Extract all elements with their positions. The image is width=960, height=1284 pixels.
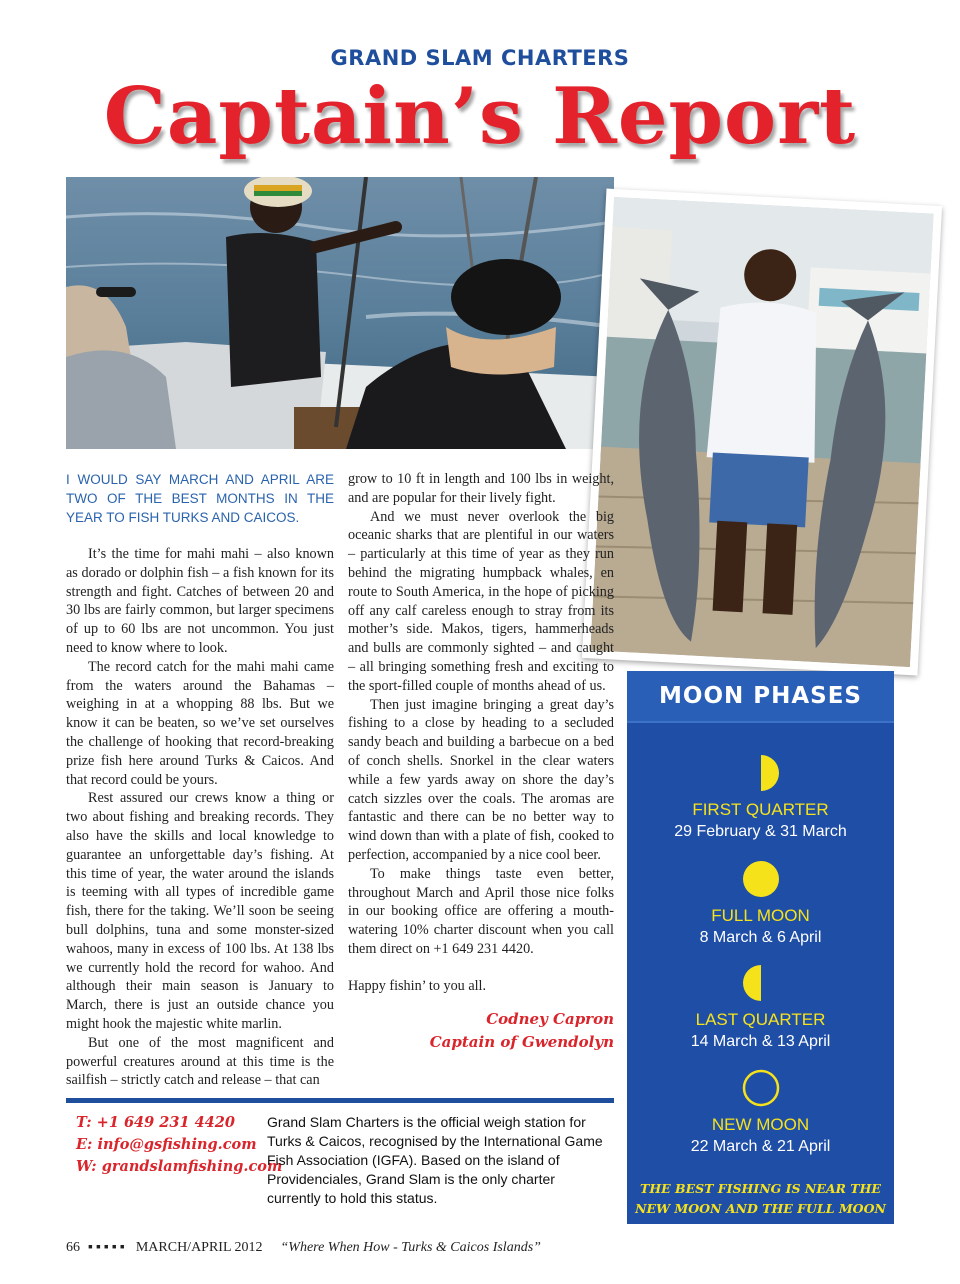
article-paragraph: It’s the time for mahi mahi – also known as dorado or dolphin fish – a fish known for its strength and fight. Catches of between 20 and 30 lbs are fairly common, but larger specimens of up to 60 lbs are not uncommon. You just need to know where to look. [66, 546, 334, 656]
signature-name: Codney Capron [486, 1009, 614, 1028]
moon-fishing-tip [627, 1179, 894, 1219]
signature-title: Captain of Gwendolyn [429, 1032, 614, 1051]
article-paragraph: But one of the most magnificent and powerful creatures around at this time is the sailfish – strictly catch and release – that can [66, 1034, 334, 1089]
moon-phase-name: LAST QUARTER [695, 1010, 826, 1029]
last-quarter-moon-icon [741, 963, 781, 1003]
issue-date: MARCH/APRIL 2012 [135, 1240, 263, 1255]
igfa-note: Grand Slam Charters is the official weigh station for Turks & Caicos, recognised by the International Game Fish Association (IGFA). Based on the island of Providenciales, Grand Slam is the only charter currently to hold this status. [267, 1114, 603, 1206]
moon-phase-first-quarter [627, 753, 894, 843]
moon-phase-last-quarter [627, 963, 894, 1053]
article-lead: I WOULD SAY MARCH AND APRIL ARE TWO OF THE BEST MONTHS IN THE YEAR TO FISH TURKS AND CAICOS. [66, 472, 334, 525]
contact-phone[interactable]: T: +1 649 231 4420 [76, 1114, 235, 1131]
section-divider [66, 1098, 614, 1103]
publisher-kicker: GRAND SLAM CHARTERS [330, 46, 630, 70]
contact-block [76, 1112, 282, 1178]
moon-phases-title: MOON PHASES [627, 671, 894, 721]
footer-dots: ▪▪▪▪▪ [88, 1240, 128, 1255]
moon-phase-name: FIRST QUARTER [692, 800, 829, 819]
contact-website[interactable]: W: grandslamfishing.com [76, 1158, 283, 1175]
moon-phase-dates: 14 March & 13 April [690, 1033, 831, 1050]
tuna-catch-photo [582, 189, 942, 676]
article-paragraph: And we must never overlook the big oceanic sharks that are plentiful in our waters – particularly at this time of year as they run behind the migrating humpback whales, en route to South America, in the hope of picking off any calf careless enough to stray from its mother’s side. Makos, tigers, hammerheads and bulls are commonly sighted – and caught – all bringing something fresh and exciting to the sport-filled couple of months ahead of us. [348, 508, 614, 694]
moon-phase-name: NEW MOON [711, 1115, 810, 1134]
article-closing: Happy fishin’ to you all. [348, 977, 487, 994]
moon-phase-dates: 8 March & 6 April [699, 929, 822, 946]
page-footer [66, 1240, 541, 1256]
article-column-1 [66, 470, 334, 1090]
moon-phase-new-moon [627, 1068, 894, 1158]
article-paragraph: grow to 10 ft in length and 100 lbs in weight, and are popular for their lively fight. [348, 471, 614, 506]
moon-phase-dates: 29 February & 31 March [674, 823, 847, 840]
first-quarter-moon-icon [741, 753, 781, 793]
article-column-2 [348, 470, 614, 1054]
new-moon-icon [741, 1068, 781, 1108]
article-paragraph: Rest assured our crews know a thing or two about fishing and breaking records. They also have the skills and local knowledge to guarantee an unforgettable day’s fishing. At this time of year, the water around the islands is teeming with all types of incredible game fish, there for the taking. We’ll soon be seeing bull dolphins, tuna and some monster-sized wahoos, many in excess of 100 lbs. At 138 lbs we currently hold the record for wahoo. And although their main season is January to March, there is just an outside chance you might hook the majestic white marlin. [66, 790, 334, 1032]
fishing-boat-photo [66, 177, 614, 449]
moon-tip-line-1: THE BEST FISHING IS NEAR THE [640, 1181, 881, 1196]
moon-phase-name: FULL MOON [711, 906, 810, 925]
article-paragraph: To make things taste even better, throughout March and April those nice folks in our booking office are offering a mouth-watering 10% charter discount when you call them direct on +1 649 231 4420. [348, 865, 614, 957]
full-moon-icon [741, 859, 781, 899]
publication-name: “Where When How - Turks & Caicos Islands” [280, 1240, 541, 1255]
moon-phase-dates: 22 March & 21 April [690, 1138, 831, 1155]
article-paragraph: Then just imagine bringing a great day’s fishing to a close by heading to a secluded sandy beach and building a barbecue on a bed of conch shells. Snorkel in the clear waters while a few yards away on shore the day’s catch sizzles over the coals. The aromas are fantastic and there can be no better way to wind down than with a plate of fish, cooked to perfection, accompanied by a nice cool beer. [348, 696, 614, 863]
moon-phases-box [627, 671, 894, 1224]
contact-email[interactable]: E: info@gsfishing.com [76, 1136, 257, 1153]
article-paragraph: The record catch for the mahi mahi came from the waters around the Bahamas – weighing in at a whopping 88 lbs. But we know it can be beaten, so we’ve set ourselves the challenge of hooking that record-breaking prize fish here around Turks & Caicos. And that record could be yours. [66, 658, 334, 788]
moon-header-divider [627, 721, 894, 723]
page-title: Captain’s Report [103, 71, 857, 162]
moon-tip-line-2: NEW MOON AND THE FULL MOON [635, 1201, 886, 1216]
moon-phase-full-moon [627, 859, 894, 949]
page-number: 66 [66, 1240, 80, 1255]
